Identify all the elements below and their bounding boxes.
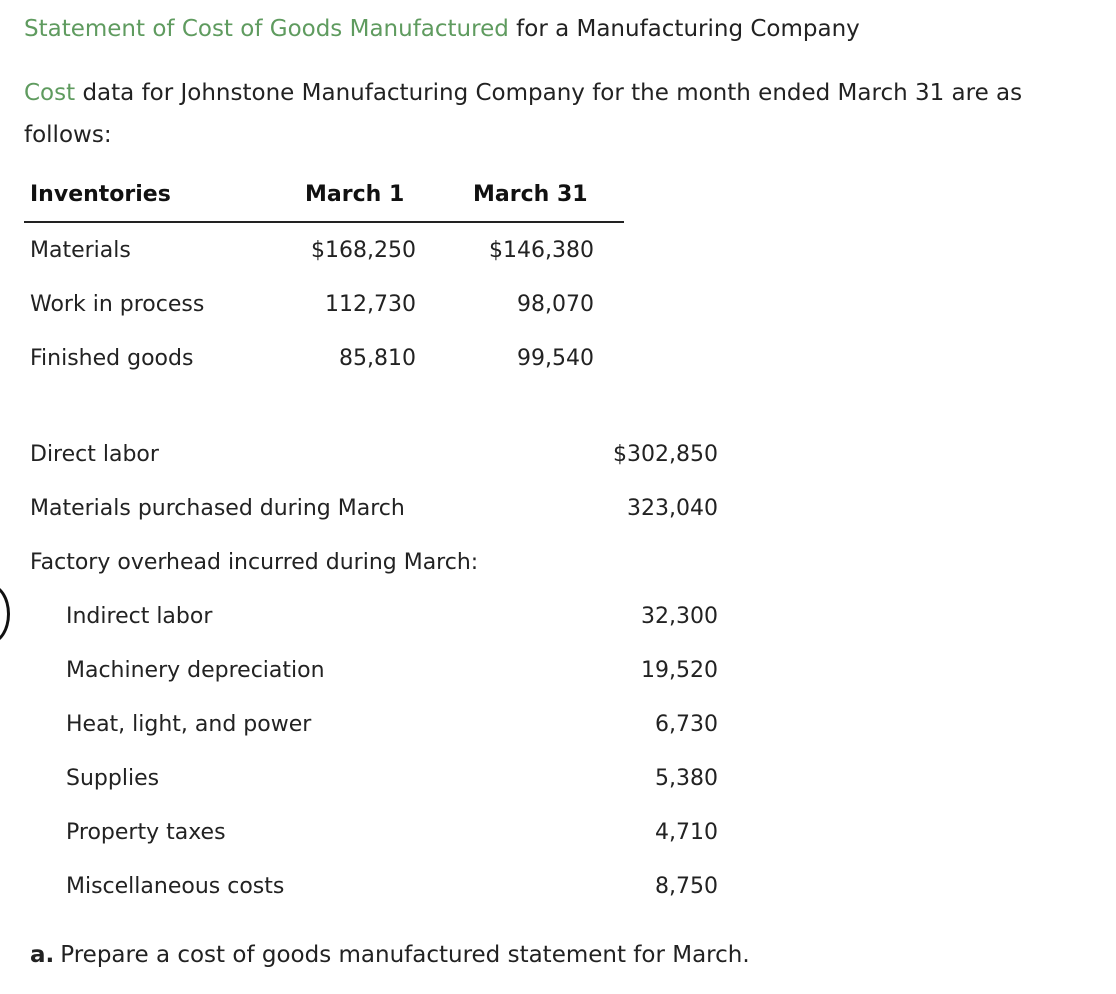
header-march-1: March 1 [305,182,405,207]
intro-line-2: follows: [24,122,112,148]
row-finished-march31: 99,540 [517,346,594,371]
row-wip-march31: 98,070 [517,292,594,317]
intro-line-1 [24,78,1022,108]
overhead-item-amount: 32,300 [641,604,718,629]
table-header-rule [24,221,624,223]
overhead-item-amount: 19,520 [641,658,718,683]
row-materials-march31: $146,380 [489,238,594,263]
partial-circle-icon [0,584,10,644]
row-materials-label: Materials [30,238,131,263]
header-inventories: Inventories [30,182,171,207]
overhead-item-label: Indirect labor [66,604,213,629]
question-text: Prepare a cost of goods manufactured statement for March. [60,942,750,968]
question-a [30,940,750,970]
header-march-31: March 31 [473,182,588,207]
materials-purchased-label: Materials purchased during March [30,496,405,521]
materials-purchased-amount: 323,040 [627,496,718,521]
row-materials-march1: $168,250 [311,238,416,263]
overhead-item-amount: 8,750 [655,874,718,899]
overhead-item-label: Property taxes [66,820,226,845]
overhead-item-amount: 4,710 [655,820,718,845]
question-marker: a. [30,942,55,968]
row-finished-march1: 85,810 [339,346,416,371]
direct-labor-amount: $302,850 [613,442,718,467]
title-rest: for a Manufacturing Company [508,16,860,42]
overhead-item-label: Heat, light, and power [66,712,312,737]
page-title [24,14,860,44]
intro-text-1: data for Johnstone Manufacturing Company for the month ended March 31 are as [75,80,1023,106]
title-link[interactable]: Statement of Cost of Goods Manufactured [24,16,509,42]
overhead-item-amount: 6,730 [655,712,718,737]
overhead-item-label: Supplies [66,766,160,791]
row-wip-label: Work in process [30,292,205,317]
overhead-heading: Factory overhead incurred during March: [30,550,479,575]
overhead-item-amount: 5,380 [655,766,718,791]
overhead-item-label: Miscellaneous costs [66,874,285,899]
row-wip-march1: 112,730 [325,292,416,317]
direct-labor-label: Direct labor [30,442,159,467]
cost-link[interactable]: Cost [24,80,76,106]
row-finished-label: Finished goods [30,346,194,371]
overhead-item-label: Machinery depreciation [66,658,325,683]
